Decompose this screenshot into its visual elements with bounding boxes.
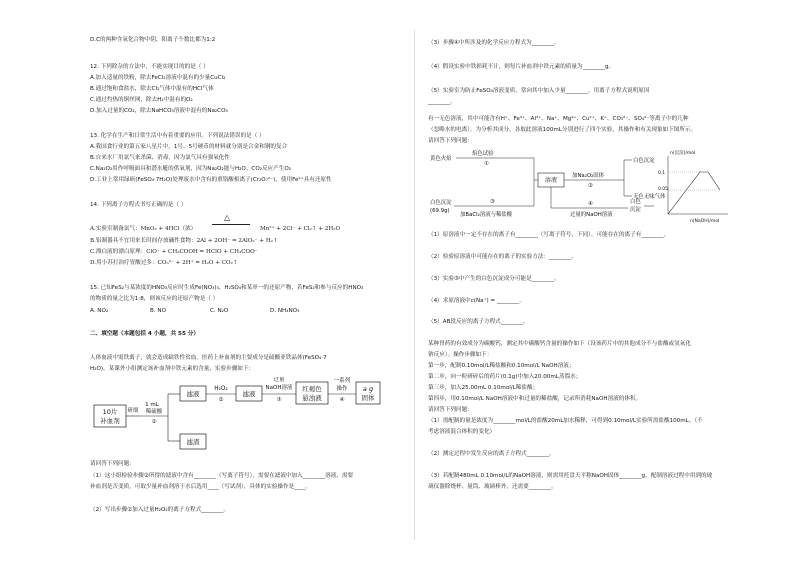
diag-gas: 无色无味气体: [633, 194, 666, 200]
flow-label-h2o2: H₂O₂: [214, 386, 228, 392]
graph-precipitate-curve: [668, 172, 720, 214]
q16-part-3: （3）步骤④中所涉及的化学反应方程式为________。: [428, 40, 560, 46]
q16-part-1a: （1）这小组检验步骤②所得的滤液中含有________（写离子符号），需要在滤液中加入________溶液，需要: [90, 473, 354, 479]
q18-part-3b: 璃仪器除烧杯、量筒、玻璃棒外，还需要________。: [428, 484, 557, 490]
q18-part-3a: （3）若配制480mL 0.10mol/L的NaOH溶液，则需用托盘天平称NaOH固体________g，配制溶液过程中用到的玻: [428, 473, 713, 479]
q14-option-a-right: Mn²⁺ + 2Cl⁻ + Cl₂↑ + 2H₂O: [260, 226, 341, 232]
q18-intro-1: 某种胃药的有效成分为碳酸钙，测定其中碳酸钙含量的操作如下（设该药片中的其他成分不与盐酸或氢氧化: [428, 341, 691, 347]
q12-stem: 12. 下列除杂的方法中，不能实现目的的是（ ）: [90, 64, 209, 70]
flow-residue: 滤渣: [186, 438, 200, 446]
diag-bacl2-num: ③: [490, 199, 495, 205]
q12-option-a: A.加入适量的铁粉，除去FeCl₂溶液中混有的少量CuCl₂: [90, 75, 226, 81]
q13-option-b: B.自来水厂用氯气来杀菌、消毒，因为氯气具有强氧化性: [90, 155, 230, 161]
q13-option-a: A.我国食行业的第五家八星片中，1号、5号硬币的材料就分别是合金和钢的复合: [90, 144, 288, 150]
q15-stem-1: 15. 已知FeS₂与某浓度的HNO₃反应时生成Fe(NO₃)₃、H₂SO₄和某单一的还原产物，若FeS₂和参与反应的HNO₃: [90, 285, 364, 291]
diag-flame-result: 黄色火焰: [430, 156, 452, 162]
graph-xlabel: n(NaOH)/mol: [690, 219, 720, 224]
diag-na2o2-num: ②: [588, 183, 593, 189]
flow-box-tablets-line1: 10片: [102, 408, 118, 416]
q18-step-4: 第四步，用0.10mol/L NaOH溶液中和过量的稀盐酸，记录所消耗NaOH溶液的体积。: [428, 396, 642, 402]
reaction-arrow: [212, 224, 250, 225]
q18-part-1a: （1）需配制的量是浓度为________mol/L的盐酸20mL加水稀释，可得到0.10mol/L实验所需盐酸100mL。（不: [428, 418, 703, 424]
q18-step-2: 第二步，向一粒研碎后的药片(0.1g)中加入20.00mL蒸馏水；: [428, 374, 582, 380]
q17-part-1: （1）原溶液中一定不存在的离子有________（写离子符号，下同），可能存在的离子有________。: [428, 232, 670, 238]
q16-part-5b: ________。: [428, 99, 456, 105]
q12-option-c: C.通过灼热的铜丝网，除去H₂中混有的O₂: [90, 97, 193, 103]
q18-part-1b: 考虑溶液混合体积的变化）: [428, 429, 496, 435]
q15-option-d: D. NH₄NO₃: [270, 308, 300, 314]
diag-white-ppt-1: 白色沉淀: [633, 158, 655, 164]
q18-intro-2: 钠反应）。操作步骤如下：: [428, 352, 493, 358]
flow-step-2: ②: [218, 397, 224, 403]
q17-part-4: （4）求原溶液中c(Na⁺) = ________。: [428, 298, 525, 304]
diag-white-ppt-2-line1: 白色沉淀: [430, 200, 452, 206]
q16-part-1b: 补血剂是否变质，可取少量补血剂溶于水后选用____（写试剂），具体的实验操作是____。: [90, 484, 311, 490]
diag-naoh-num: ④: [588, 201, 593, 207]
diag-na2o2: 加Na₂O₂固体: [572, 173, 605, 179]
flow-solid-line2: 固体: [361, 394, 375, 402]
diag-white-ppt-2-line2: (69.9g): [430, 208, 450, 214]
graph-ylabel: n(沉淀)/mol: [670, 151, 696, 156]
diag-white-ppt-3b: 沉淀: [630, 207, 641, 213]
q12-option-b: B.通过饱和食盐水，除去Cl₂气体中混有的HCl气体: [90, 86, 214, 92]
flow-filtrate-2: 滤液: [242, 390, 256, 398]
q16-intro-1: 人体血液中需铁离子，就会造成缺铁性贫血。医药上补血剂的主要成分是硫酸亚铁晶体(FeSO₄·7: [90, 355, 327, 361]
flow-label-operation: 操作: [336, 386, 348, 392]
q17-part-3: （3）实验③中产生的白色沉淀成分可能是________。: [428, 276, 560, 282]
diag-white-ppt-3a: 白色: [630, 199, 641, 205]
q14-stem: 14. 下列离子方程式书写正确的是（ ）: [90, 202, 187, 208]
flow-label-grind: 研细: [127, 408, 139, 414]
q16-answer-prompt: 请回答下列问题：: [90, 461, 135, 467]
flow-step-3: ③: [276, 397, 282, 403]
flow-label-acid: 稀硫酸: [145, 409, 163, 415]
q14-option-a-left: A.实验室制备氯气：MnO₂ + 4HCl（浓）: [90, 226, 197, 232]
q16-part-2: （2）写出步骤②加入过量H₂O₂的离子方程式________。: [90, 507, 230, 513]
graph-y2: 0.05: [658, 187, 669, 192]
q15-option-a: A. NO₂: [90, 308, 109, 314]
column-divider: [414, 30, 415, 540]
q13-option-d: D.工业上常用绿矾(FeSO₄·7H₂O)处理废水中含有的重铬酸根离子(Cr₂O₇²⁻)，使用Fe²⁺具有还原性: [90, 177, 332, 183]
q18-part-2: （2）测定过程中发生反应的离子方程式________。: [428, 451, 555, 457]
flow-label-naoh: NaOH溶液: [265, 385, 293, 391]
graph-y1: 0.1: [658, 171, 666, 176]
q14-option-c: C.漂白液的漂白原理：ClO⁻ + CH₃COOH = HClO + CH₃COO⁻: [90, 249, 258, 255]
q15-stem-2: 的物质的量之比为1:8，则该反应的还原产物是（ ）: [90, 296, 219, 302]
q15-option-b: B. NO: [150, 308, 166, 314]
diag-flame-label: 焰色试验: [472, 151, 494, 157]
q18-step-1: 第一步，配制0.10mol/L稀盐酸和0.10mol/L NaOH溶液；: [428, 363, 575, 369]
diag-solution: 溶液: [544, 177, 558, 184]
flow-label-excess: 过量: [273, 377, 285, 383]
heat-symbol: △: [224, 213, 231, 222]
q17-intro-2: （忽略水的电离），为分析其成分，各取此溶液100mL分别进行了四个实验，其操作和有关现象如下图所示。: [428, 127, 697, 133]
flow-solid-line1: a g: [362, 385, 374, 393]
iron-flow-diagram: [90, 377, 402, 457]
flow-filtrate: 滤液: [186, 390, 200, 398]
diag-naoh-excess: 过量的NaOH溶液: [570, 212, 613, 218]
flow-label-1ml: 1 mL: [145, 402, 159, 408]
section-2-heading: 二、填空题（本题包括 4 小题，共 55 分）: [90, 331, 199, 337]
flow-box-tablets-line2: 补血剂: [100, 417, 120, 425]
flow-suspension-line1: 红褐色: [302, 385, 322, 393]
q17-prompt: 请回答下列问题：: [428, 138, 473, 144]
q11-option-d: D.C的两种含氧化合物中阴、阳离子个数比都为1:2: [90, 37, 216, 43]
q16-part-4: （4）假设实验中铁损耗不计，则每片补血剂中铁元素的质量为________g。: [428, 64, 615, 70]
q13-option-c: C.Na₂O₂用作呼吸面具和潜水艇的供氧剂，因为Na₂O₂能与H₂O、CO₂反应产生O₂: [90, 166, 291, 172]
flow-step-1: ①: [151, 419, 157, 425]
q13-stem: 13. 化学在生产和日常生活中有着重要的应用。下列说法错误的是（ ）: [90, 133, 265, 139]
flow-suspension-line2: 悬浊液: [302, 394, 322, 402]
q17-part-5: （5）AB段反应的离子方程式________。: [428, 319, 529, 325]
q18-prompt: 请回答下列问题：: [428, 407, 473, 413]
q17-part-2: （2）检验原溶液中可能存在的离子的实验方法：________。: [428, 254, 577, 260]
q15-option-c: C. N₂O: [210, 308, 229, 314]
diag-flame-num: ①: [484, 161, 489, 167]
q17-intro-1: 有一无色溶液，其中可能含有H⁺、Fe³⁺、Al³⁺、Na⁺、Mg²⁺、Cu²⁺、K⁺、CO₃²⁻、SO₄²⁻等离子中的几种: [428, 116, 689, 122]
flow-label-series: 一系列: [333, 378, 351, 384]
q14-option-b: B.铝制器具不宜用来长时间存放碱性食物：2Al + 2OH⁻ = 2AlO₂⁻ + H₂↑: [90, 238, 278, 244]
q14-option-d: D.用小苏打治疗胃酸过多：CO₃²⁻ + 2H⁺ = H₂O + CO₂↑: [90, 260, 238, 266]
q12-option-d: D.加入过量的CO₂，除去NaHCO₃溶液中混有的Na₂CO₃: [90, 108, 228, 114]
q18-step-3: 第三步，加入25.00mL 0.10mol/L稀盐酸；: [428, 385, 539, 391]
q16-part-5a: （5）实验室为防止FeSO₄溶液变质，常向其中加入少量________，用离子方程式说明原因: [428, 88, 650, 94]
diag-bacl2: 加BaCl₂溶液与稀盐酸: [460, 212, 513, 218]
flow-step-4: ④: [339, 397, 345, 403]
q16-intro-2: H₂O)。某课外小组测定该补血剂中铁元素的含量，实验步骤如下：: [90, 366, 255, 372]
ion-analysis-diagram: [428, 146, 753, 224]
